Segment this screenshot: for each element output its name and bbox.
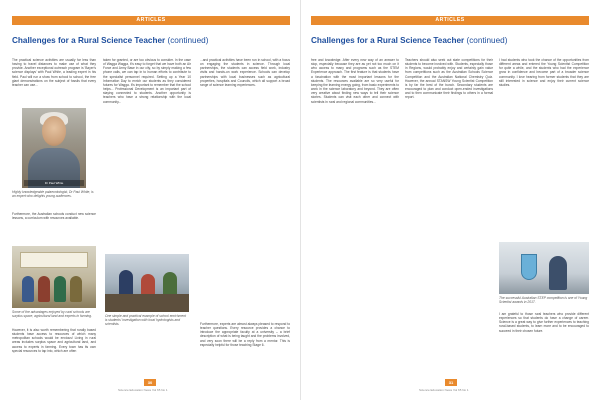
article-title bbox=[311, 36, 507, 45]
body-text-col2: Teachers should also seek out state competitions for their students to become involved with. Students, especially those in Regions, would probably enjoy and certainly gain value from competitions such as the Australian Schools Science Competition and the Australian National Chemistry Quiz. However, the annual STANSW Young Scientist Competition is by far the best of the bunch. Secondary students are encouraged to plan and conduct open-ended investigations and to then communicate their findings to others in a formal report. bbox=[405, 58, 493, 100]
section-header: ARTICLES bbox=[311, 16, 589, 25]
body-text-col3-top: I had students who took the chance of the opportunities from different areas and entered the Young Scientist Competition for quite a while, and the students who had the experience grow in confidence and become part of a broader science community. I love hearing from former students that they are still interested in science and enjoy their current science studies. bbox=[499, 58, 589, 87]
body-text-col1: free and knowledge. After every new way of an answer to stop, especially because they are as yet not too much on it who access to many and programs such as the STEM Experience approach. The first feature is that students have a fascination with the most important lessons for the students. The resources available are so very useful for keeping the learning energy going, from basic experiments to work in the science laboratory and beyond. They are often very creative about finding new ways to tell their science stories. Students can visit each other and connect with scientists in rural and regional communities... bbox=[311, 58, 399, 104]
student-figure bbox=[22, 276, 34, 302]
caption-students: Some of the advantages enjoyed by rural schools are surplus space, agricultural land and experts in farming. bbox=[12, 310, 92, 319]
student-figure bbox=[70, 276, 82, 302]
photo-sign bbox=[20, 252, 88, 268]
section-header: ARTICLES bbox=[12, 16, 290, 25]
title-text: Challenges for a Rural Science Teacher bbox=[311, 36, 465, 45]
caption-science: The successful Australian STEP competition is one of Young Scientist awards in 2017. bbox=[499, 296, 588, 305]
body-text-col3-bottom: Furthermore, experts are almost always pleased to respond to teacher questions. Every resource provides a chance to introduce the appropriate faculty at a university – a brief description of what is being taught and the problems involved, and very soon there will be a reply from a mentor. This is especially helpful for those teaching Stage 6. bbox=[200, 322, 290, 347]
caption-portrait: Highly knowledgeable palaeontologist, Dr Paul White, is an expert who delights young audiences. bbox=[12, 190, 94, 199]
body-text-col1-top: The practical science activities are usually far less than having to travel distances to make use of what they provide. Another exceptional outreach program is 'Bayer's science displays' with Paul White, a leading expert in his field. Paul will run a show from school to school, the free giant demonstrations on the subject of fossils that every teacher can use... bbox=[12, 58, 96, 87]
caption-lab: One simple and practical example of school enrichment is students' investigation with local hydrologists and scientists. bbox=[105, 314, 186, 327]
body-text-col1-bottom: However, it is also worth remembering that rurally based students have access to resources of which many metropolitan schools would be envious! Living in rural areas includes surplus space and agricultural land, and access to experts in farming. Every town has its own special resources to tap into, which are often bbox=[12, 328, 96, 353]
body-text-col3-bottom: I am grateful to those rural teachers who provide different experiences so that students do have a change of career. Science is a great way to give further experiences to teaching rural-based students, to learn more and to be encouraged to succeed in their chosen future. bbox=[499, 312, 589, 333]
student-figure bbox=[38, 276, 50, 302]
students-photo bbox=[12, 246, 96, 308]
title-continued: (continued) bbox=[466, 36, 508, 45]
body-text-col3: ...and practical activities have been run in school, with a focus on engaging the students in science. Through local partnerships, the students can access field work, industry visits and hands-on work experience. Schools can develop partnerships with local businesses such as agricultural properties, hospitals and Councils, which all support a broad range of science learning experiences. bbox=[200, 58, 290, 87]
science-person bbox=[549, 256, 567, 290]
page-footer: Science Education News Vol 65 No 1 bbox=[118, 388, 168, 392]
portrait-head bbox=[42, 116, 66, 146]
lab-photo bbox=[105, 254, 189, 312]
page-footer: Science Education News Vol 65 No 1 bbox=[419, 388, 469, 392]
body-text-col2: taken for granted, or are too obvious to consider. In the case of Wagga Wagga, it's easy to forget that we have both an Air Force and Army Base in our city, so by simply making a few phone calls, we can tap in to human efforts to contribute to the specialist personnel required. Setting up a Year 10 Information Day to enrich our students as they considered futures for Wagga. It's important to remember that the school helps... Professional Development is an important part of staying connected to students. Another opportunity is teachers who have a strong relationship with the local community... bbox=[103, 58, 191, 104]
page-number: 30 bbox=[144, 379, 156, 386]
flask-shape bbox=[521, 254, 537, 280]
body-text-col1-mid: Furthermore, the Australian schools conduct new science lessons, a curriculum with resources available. bbox=[12, 212, 96, 221]
title-text: Challenges for a Rural Science Teacher bbox=[12, 36, 166, 45]
portrait-label: Dr Paul White bbox=[24, 180, 84, 186]
portrait-photo bbox=[22, 108, 86, 188]
student-figure bbox=[54, 276, 66, 302]
title-continued: (continued) bbox=[167, 36, 209, 45]
right-page bbox=[300, 0, 600, 400]
lab-bench bbox=[105, 294, 189, 312]
page-number: 31 bbox=[445, 379, 457, 386]
article-title bbox=[12, 36, 208, 45]
science-photo bbox=[499, 242, 589, 294]
